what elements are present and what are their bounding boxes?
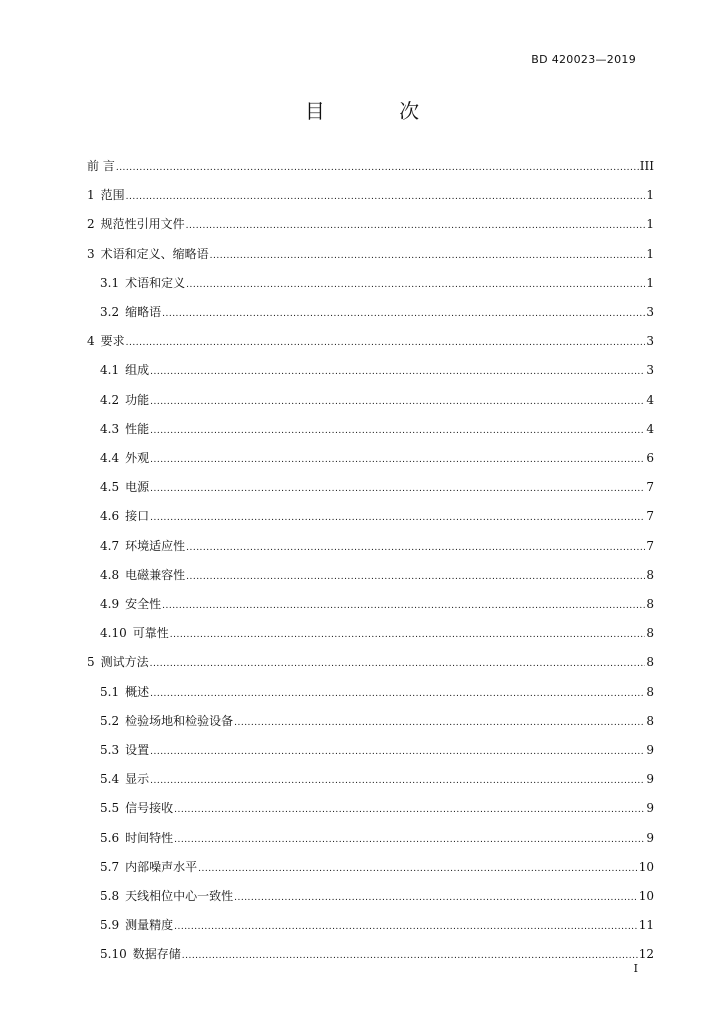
toc-entry-page: 6 xyxy=(646,451,654,465)
toc-entry-number: 4.4 xyxy=(100,451,120,465)
toc-dot-leader xyxy=(186,541,645,555)
toc-entry-number: 4.3 xyxy=(100,422,120,436)
toc-dot-leader xyxy=(174,920,638,934)
toc-entry-label: 范围 xyxy=(100,188,125,202)
toc-entry-page: 8 xyxy=(646,655,654,669)
toc-dot-leader xyxy=(150,774,645,788)
toc-dot-leader xyxy=(170,628,646,642)
toc-entry[interactable] xyxy=(100,772,654,786)
toc-entry-number: 4 xyxy=(87,334,95,348)
toc-entry-number: 4.1 xyxy=(100,363,120,377)
toc-entry[interactable] xyxy=(100,451,654,465)
toc-entry[interactable] xyxy=(100,597,654,611)
toc-entry-number: 4.9 xyxy=(100,597,120,611)
toc-dot-leader xyxy=(234,716,645,730)
toc-entry-label: 组成 xyxy=(125,363,150,377)
toc-dot-leader xyxy=(174,803,645,817)
toc-entry-label: 术语和定义、缩略语 xyxy=(100,247,209,261)
toc-dot-leader xyxy=(150,365,645,379)
toc-entry[interactable] xyxy=(100,509,654,523)
toc-entry-number: 4.7 xyxy=(100,539,120,553)
toc-entry-label: 时间特性 xyxy=(125,831,174,845)
toc-dot-leader xyxy=(150,745,645,759)
toc-entry-number: 4.10 xyxy=(100,626,127,640)
toc-entry[interactable] xyxy=(100,860,654,874)
toc-entry-number: 5.4 xyxy=(100,772,120,786)
toc-entry[interactable] xyxy=(87,159,654,173)
toc-entry-label: 缩略语 xyxy=(125,305,162,319)
toc-entry[interactable] xyxy=(100,539,654,553)
toc-entry-label: 电源 xyxy=(125,480,150,494)
toc-dot-leader xyxy=(150,511,645,525)
toc-entry[interactable] xyxy=(100,480,654,494)
toc-entry-label: 环境适应性 xyxy=(125,539,186,553)
toc-entry-page: 8 xyxy=(646,597,654,611)
toc-entry-page: 8 xyxy=(646,685,654,699)
toc-entry[interactable] xyxy=(100,743,654,757)
toc-entry-label: 术语和定义 xyxy=(125,276,186,290)
toc-entry-page: 1 xyxy=(646,276,654,290)
toc-entry-label: 天线相位中心一致性 xyxy=(125,889,234,903)
toc-entry-page: 9 xyxy=(646,801,654,815)
toc-entry[interactable] xyxy=(100,626,654,640)
toc-dot-leader xyxy=(150,687,645,701)
toc-dot-leader xyxy=(186,219,646,233)
page-title: 目 次 xyxy=(304,99,454,123)
document-code: BD 420023—2019 xyxy=(531,53,636,66)
toc-entry-page: 8 xyxy=(646,714,654,728)
toc-entry-page: 1 xyxy=(646,247,654,261)
toc-entry-number: 3 xyxy=(87,247,95,261)
toc-entry-label: 信号接收 xyxy=(125,801,174,815)
toc-entry-label: 功能 xyxy=(125,393,150,407)
toc-dot-leader xyxy=(150,424,645,438)
toc-entry[interactable] xyxy=(100,918,654,932)
toc-entry[interactable] xyxy=(100,947,654,961)
toc-entry[interactable] xyxy=(100,422,654,436)
toc-entry-label: 规范性引用文件 xyxy=(100,217,185,231)
toc-dot-leader xyxy=(150,453,645,467)
toc-entry-number: 1 xyxy=(87,188,95,202)
toc-entry-label: 前 言 xyxy=(87,159,115,173)
toc-entry[interactable] xyxy=(87,655,654,669)
toc-dot-leader xyxy=(150,657,646,671)
page-number: I xyxy=(633,962,638,975)
toc-entry-page: 7 xyxy=(646,509,654,523)
toc-entry-number: 5.7 xyxy=(100,860,120,874)
toc-dot-leader xyxy=(186,570,645,584)
toc-entry-page: 12 xyxy=(638,947,654,961)
toc-dot-leader xyxy=(162,599,645,613)
toc-entry[interactable] xyxy=(87,188,654,202)
toc-entry[interactable] xyxy=(100,889,654,903)
toc-dot-leader xyxy=(126,190,646,204)
toc-entry-page: 10 xyxy=(638,860,654,874)
toc-entry-label: 外观 xyxy=(125,451,150,465)
toc-dot-leader xyxy=(150,482,645,496)
toc-entry[interactable] xyxy=(87,247,654,261)
toc-entry-number: 5.1 xyxy=(100,685,120,699)
toc-dot-leader xyxy=(182,949,638,963)
toc-entry-page: 4 xyxy=(646,422,654,436)
toc-entry-label: 可靠性 xyxy=(132,626,169,640)
toc-entry[interactable] xyxy=(87,334,654,348)
toc-entry-page: 9 xyxy=(646,772,654,786)
toc-entry-label: 性能 xyxy=(125,422,150,436)
toc-entry-number: 4.5 xyxy=(100,480,120,494)
toc-entry-page: 8 xyxy=(646,626,654,640)
toc-entry-label: 检验场地和检验设备 xyxy=(125,714,234,728)
toc-entry-number: 4.2 xyxy=(100,393,120,407)
toc-entry-page: III xyxy=(639,159,654,173)
toc-entry-page: 3 xyxy=(646,334,654,348)
toc-dot-leader xyxy=(210,249,646,263)
toc-dot-leader xyxy=(174,833,645,847)
toc-entry-page: 7 xyxy=(646,480,654,494)
toc-dot-leader xyxy=(234,891,638,905)
toc-entry-label: 内部噪声水平 xyxy=(125,860,198,874)
toc-entry-page: 4 xyxy=(646,393,654,407)
toc-entry[interactable] xyxy=(100,276,654,290)
toc-entry-page: 1 xyxy=(646,188,654,202)
toc-entry-number: 5.2 xyxy=(100,714,120,728)
toc-dot-leader xyxy=(116,161,639,175)
toc-entry-number: 5.10 xyxy=(100,947,127,961)
toc-entry-number: 5.8 xyxy=(100,889,120,903)
toc-dot-leader xyxy=(198,862,638,876)
toc-entry-number: 5 xyxy=(87,655,95,669)
toc-entry-label: 要求 xyxy=(100,334,125,348)
toc-entry[interactable] xyxy=(87,217,654,231)
toc-entry[interactable] xyxy=(100,714,654,728)
toc-entry-number: 2 xyxy=(87,217,95,231)
toc-entry-page: 10 xyxy=(638,889,654,903)
toc-entry-label: 设置 xyxy=(125,743,150,757)
toc-dot-leader xyxy=(186,278,645,292)
toc-entry-number: 5.9 xyxy=(100,918,120,932)
toc-entry-label: 安全性 xyxy=(125,597,162,611)
toc-entry[interactable] xyxy=(100,305,654,319)
toc-entry[interactable] xyxy=(100,393,654,407)
toc-entry-label: 测试方法 xyxy=(100,655,149,669)
toc-entry[interactable] xyxy=(100,568,654,582)
toc-entry-page: 9 xyxy=(646,743,654,757)
toc-entry-page: 11 xyxy=(638,918,654,932)
toc-entry[interactable] xyxy=(100,801,654,815)
toc-dot-leader xyxy=(150,395,645,409)
toc-entry-page: 9 xyxy=(646,831,654,845)
toc-entry-number: 5.5 xyxy=(100,801,120,815)
toc-entry-label: 测量精度 xyxy=(125,918,174,932)
toc-entry-page: 8 xyxy=(646,568,654,582)
toc-entry-page: 7 xyxy=(646,539,654,553)
toc-entry-page: 3 xyxy=(646,363,654,377)
toc-entry[interactable] xyxy=(100,363,654,377)
toc-entry[interactable] xyxy=(100,831,654,845)
toc-entry-label: 接口 xyxy=(125,509,150,523)
toc-entry-number: 4.8 xyxy=(100,568,120,582)
toc-entry-number: 5.3 xyxy=(100,743,120,757)
toc-dot-leader xyxy=(162,307,645,321)
toc-entry-label: 数据存储 xyxy=(132,947,181,961)
toc-entry-number: 3.2 xyxy=(100,305,120,319)
toc-entry-number: 4.6 xyxy=(100,509,120,523)
toc-entry-label: 显示 xyxy=(125,772,150,786)
toc-dot-leader xyxy=(126,336,646,350)
toc-entry[interactable] xyxy=(100,685,654,699)
toc-entry-page: 3 xyxy=(646,305,654,319)
toc-entry-label: 概述 xyxy=(125,685,150,699)
toc-entry-page: 1 xyxy=(646,217,654,231)
toc-entry-number: 3.1 xyxy=(100,276,120,290)
toc-entry-label: 电磁兼容性 xyxy=(125,568,186,582)
toc-entry-number: 5.6 xyxy=(100,831,120,845)
